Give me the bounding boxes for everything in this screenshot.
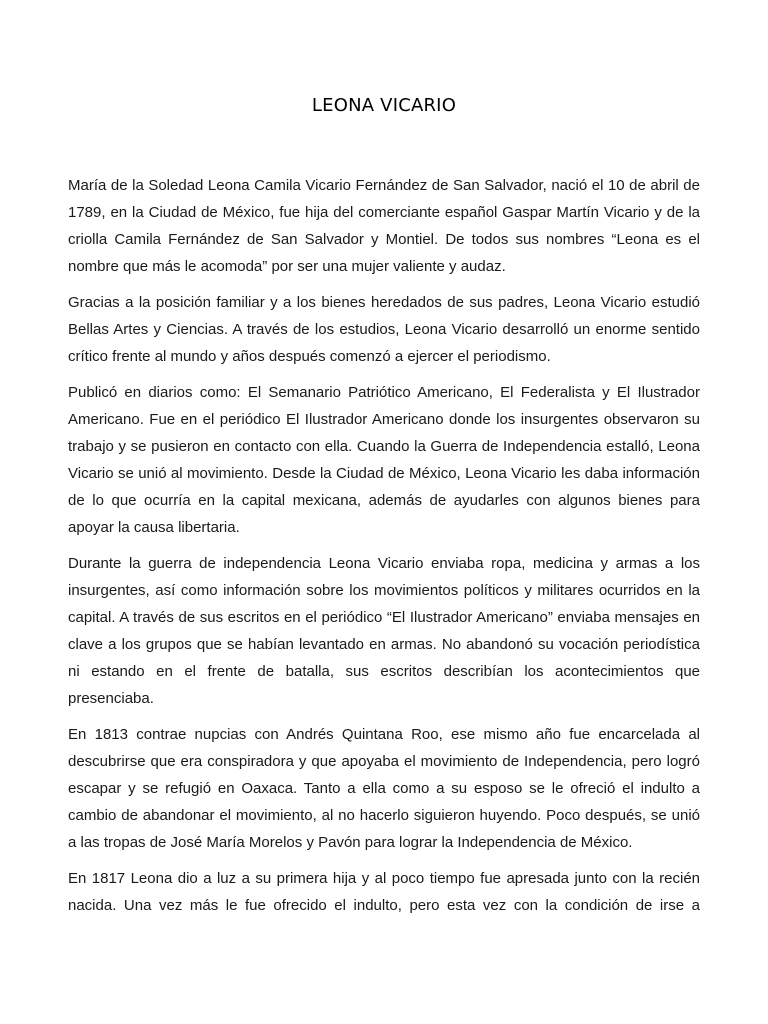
paragraph-education: Gracias a la posición familiar y a los bienes heredados de sus padres, Leona Vicario estudió Bellas Artes y Ciencias. A través de los estudios, Leona Vicario desarrolló un enorme sentido crítico frente al mundo y años después comenzó a ejercer el periodismo. <box>68 294 700 365</box>
paragraph-1817: En 1817 Leona dio a luz a su primera hija y al poco tiempo fue apresada junto con la recién nacida. Una vez más le fue ofrecido el indulto, pero esta vez con la condición de irse a <box>68 870 700 914</box>
paragraph-journalism: Publicó en diarios como: El Semanario Patriótico Americano, El Federalista y El Ilustrador Americano. Fue en el periódico El Ilustrador Americano donde los insurgentes observaron su trabajo y se pusieron en contacto con ella. Cuando la Guerra de Independencia estalló, Leona Vicario se unió al movimiento. Desde la Ciudad de México, Leona Vicario les daba información de lo que ocurría en la capital mexicana, además de ayudarles con algunos bienes para apoyar la causa libertaria. <box>68 384 700 536</box>
paragraph-war-support: Durante la guerra de independencia Leona Vicario enviaba ropa, medicina y armas a los insurgentes, así como información sobre los movimientos políticos y militares ocurridos en la capital. A través de sus escritos en el periódico “El Ilustrador Americano” enviaba mensajes en clave a los grupos que se habían levantado en armas. No abandonó su vocación periodística ni estando en el frente de batalla, sus escritos describían los acontecimientos que presenciaba. <box>68 555 700 707</box>
document-body <box>68 172 700 928</box>
document-title: LEONA VICARIO <box>311 95 457 116</box>
paragraph-marriage: En 1813 contrae nupcias con Andrés Quintana Roo, ese mismo año fue encarcelada al descubrirse que era conspiradora y que apoyaba el movimiento de Independencia, pero logró escapar y se refugió en Oaxaca. Tanto a ella como a su esposo se le ofreció el indulto a cambio de abandonar el movimiento, al no hacerlo siguieron huyendo. Poco después, se unió a las tropas de José María Morelos y Pavón para lograr la Independencia de México. <box>68 726 700 851</box>
paragraph-birth: María de la Soledad Leona Camila Vicario Fernández de San Salvador, nació el 10 de abril de 1789, en la Ciudad de México, fue hija del comerciante español Gaspar Martín Vicario y de la criolla Camila Fernández de San Salvador y Montiel. De todos sus nombres “Leona es el nombre que más le acomoda” por ser una mujer valiente y audaz. <box>68 177 700 275</box>
